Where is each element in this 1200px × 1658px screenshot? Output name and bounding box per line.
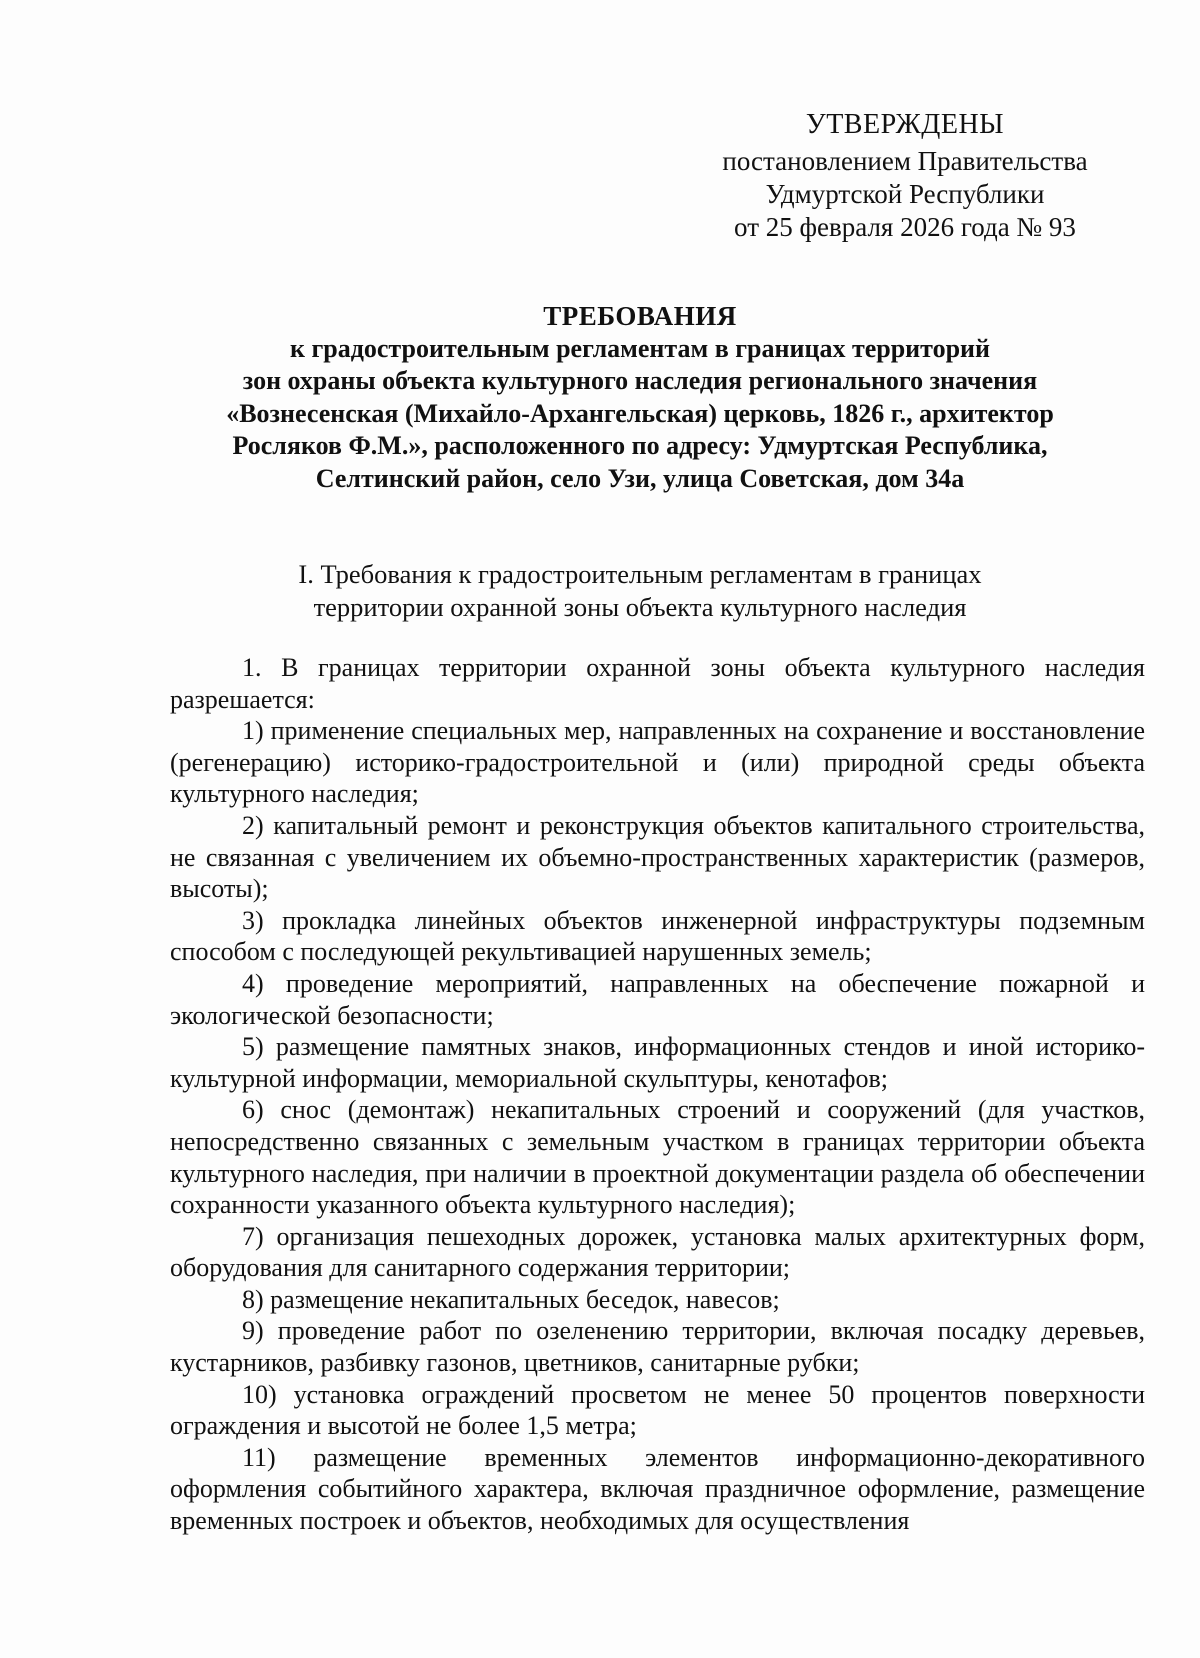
- title-line: «Вознесенская (Михайло-Архангельская) церковь, 1826 г., архитектор: [226, 398, 1054, 428]
- approval-date-line: от 25 февраля 2026 года № 93: [734, 212, 1076, 242]
- approval-stamp: [700, 108, 1110, 244]
- paragraph-clause-1: 1. В границах территории охранной зоны объекта культурного наследия разрешается:: [170, 653, 1145, 714]
- document-body: [170, 652, 1145, 1537]
- title-line: Росляков Ф.М.», расположенного по адресу: Удмуртская Республика,: [232, 431, 1048, 460]
- list-item: 5) размещение памятных знаков, информационных стендов и иной историко-культурной информации, мемориальной скульптуры, кенотафов;: [170, 1032, 1145, 1093]
- list-item: 4) проведение мероприятий, направленных на обеспечение пожарной и экологической безопасности;: [170, 968, 1145, 1030]
- list-item: 8) размещение некапитальных беседок, навесов;: [242, 1284, 780, 1314]
- list-item: 2) капитальный ремонт и реконструкция объектов капитального строительства, не связанная с увеличением их объемно-пространственных характеристик (размеров, высоты);: [170, 810, 1145, 904]
- document-title: [160, 300, 1120, 495]
- list-item: 10) установка ограждений просветом не менее 50 процентов поверхности ограждения и высотой не более 1,5 метра;: [170, 1379, 1145, 1441]
- section-heading-line: территории охранной зоны объекта культурного наследия: [313, 592, 967, 622]
- title-line: к градостроительным регламентам в границах территорий: [289, 333, 991, 363]
- approval-line: постановлением Правительства: [722, 146, 1088, 176]
- list-item: 9) проведение работ по озеленению территории, включая посадку деревьев, кустарников, разбивку газонов, цветников, санитарные рубки;: [170, 1316, 1145, 1378]
- approval-heading: УТВЕРЖДЕНЫ: [805, 109, 1005, 140]
- list-item: 7) организация пешеходных дорожек, установка малых архитектурных форм, оборудования для санитарного содержания территории;: [170, 1221, 1145, 1283]
- title-line: Селтинский район, село Узи, улица Советская, дом 34а: [315, 463, 965, 493]
- list-item: 6) снос (демонтаж) некапитальных строений и сооружений (для участков, непосредственно связанных с земельным участком в границах территории объекта культурного наследия, при наличии в проектной документации раздела об обеспечении сохранности указанного объекта культурного наследия);: [170, 1095, 1145, 1220]
- approval-line: Удмуртской Республики: [765, 179, 1045, 209]
- section-heading: [200, 558, 1080, 624]
- list-item: 1) применение специальных мер, направленных на сохранение и восстановление (регенерацию) историко-градостроительной и (или) природной среды объекта культурного наследия;: [170, 716, 1145, 809]
- list-item: 3) прокладка линейных объектов инженерной инфраструктуры подземным способом с последующей рекультивацией нарушенных земель;: [170, 905, 1145, 967]
- list-item: 11) размещение временных элементов информационно-декоративного оформления событийного характера, включая праздничное оформление, размещение временных построек и объектов, необходимых для осуществления: [170, 1442, 1145, 1536]
- title-main: ТРЕБОВАНИЯ: [543, 301, 737, 331]
- title-line: зон охраны объекта культурного наследия регионального значения: [242, 366, 1038, 395]
- section-heading-line: I. Требования к градостроительным регламентам в границах: [298, 559, 982, 589]
